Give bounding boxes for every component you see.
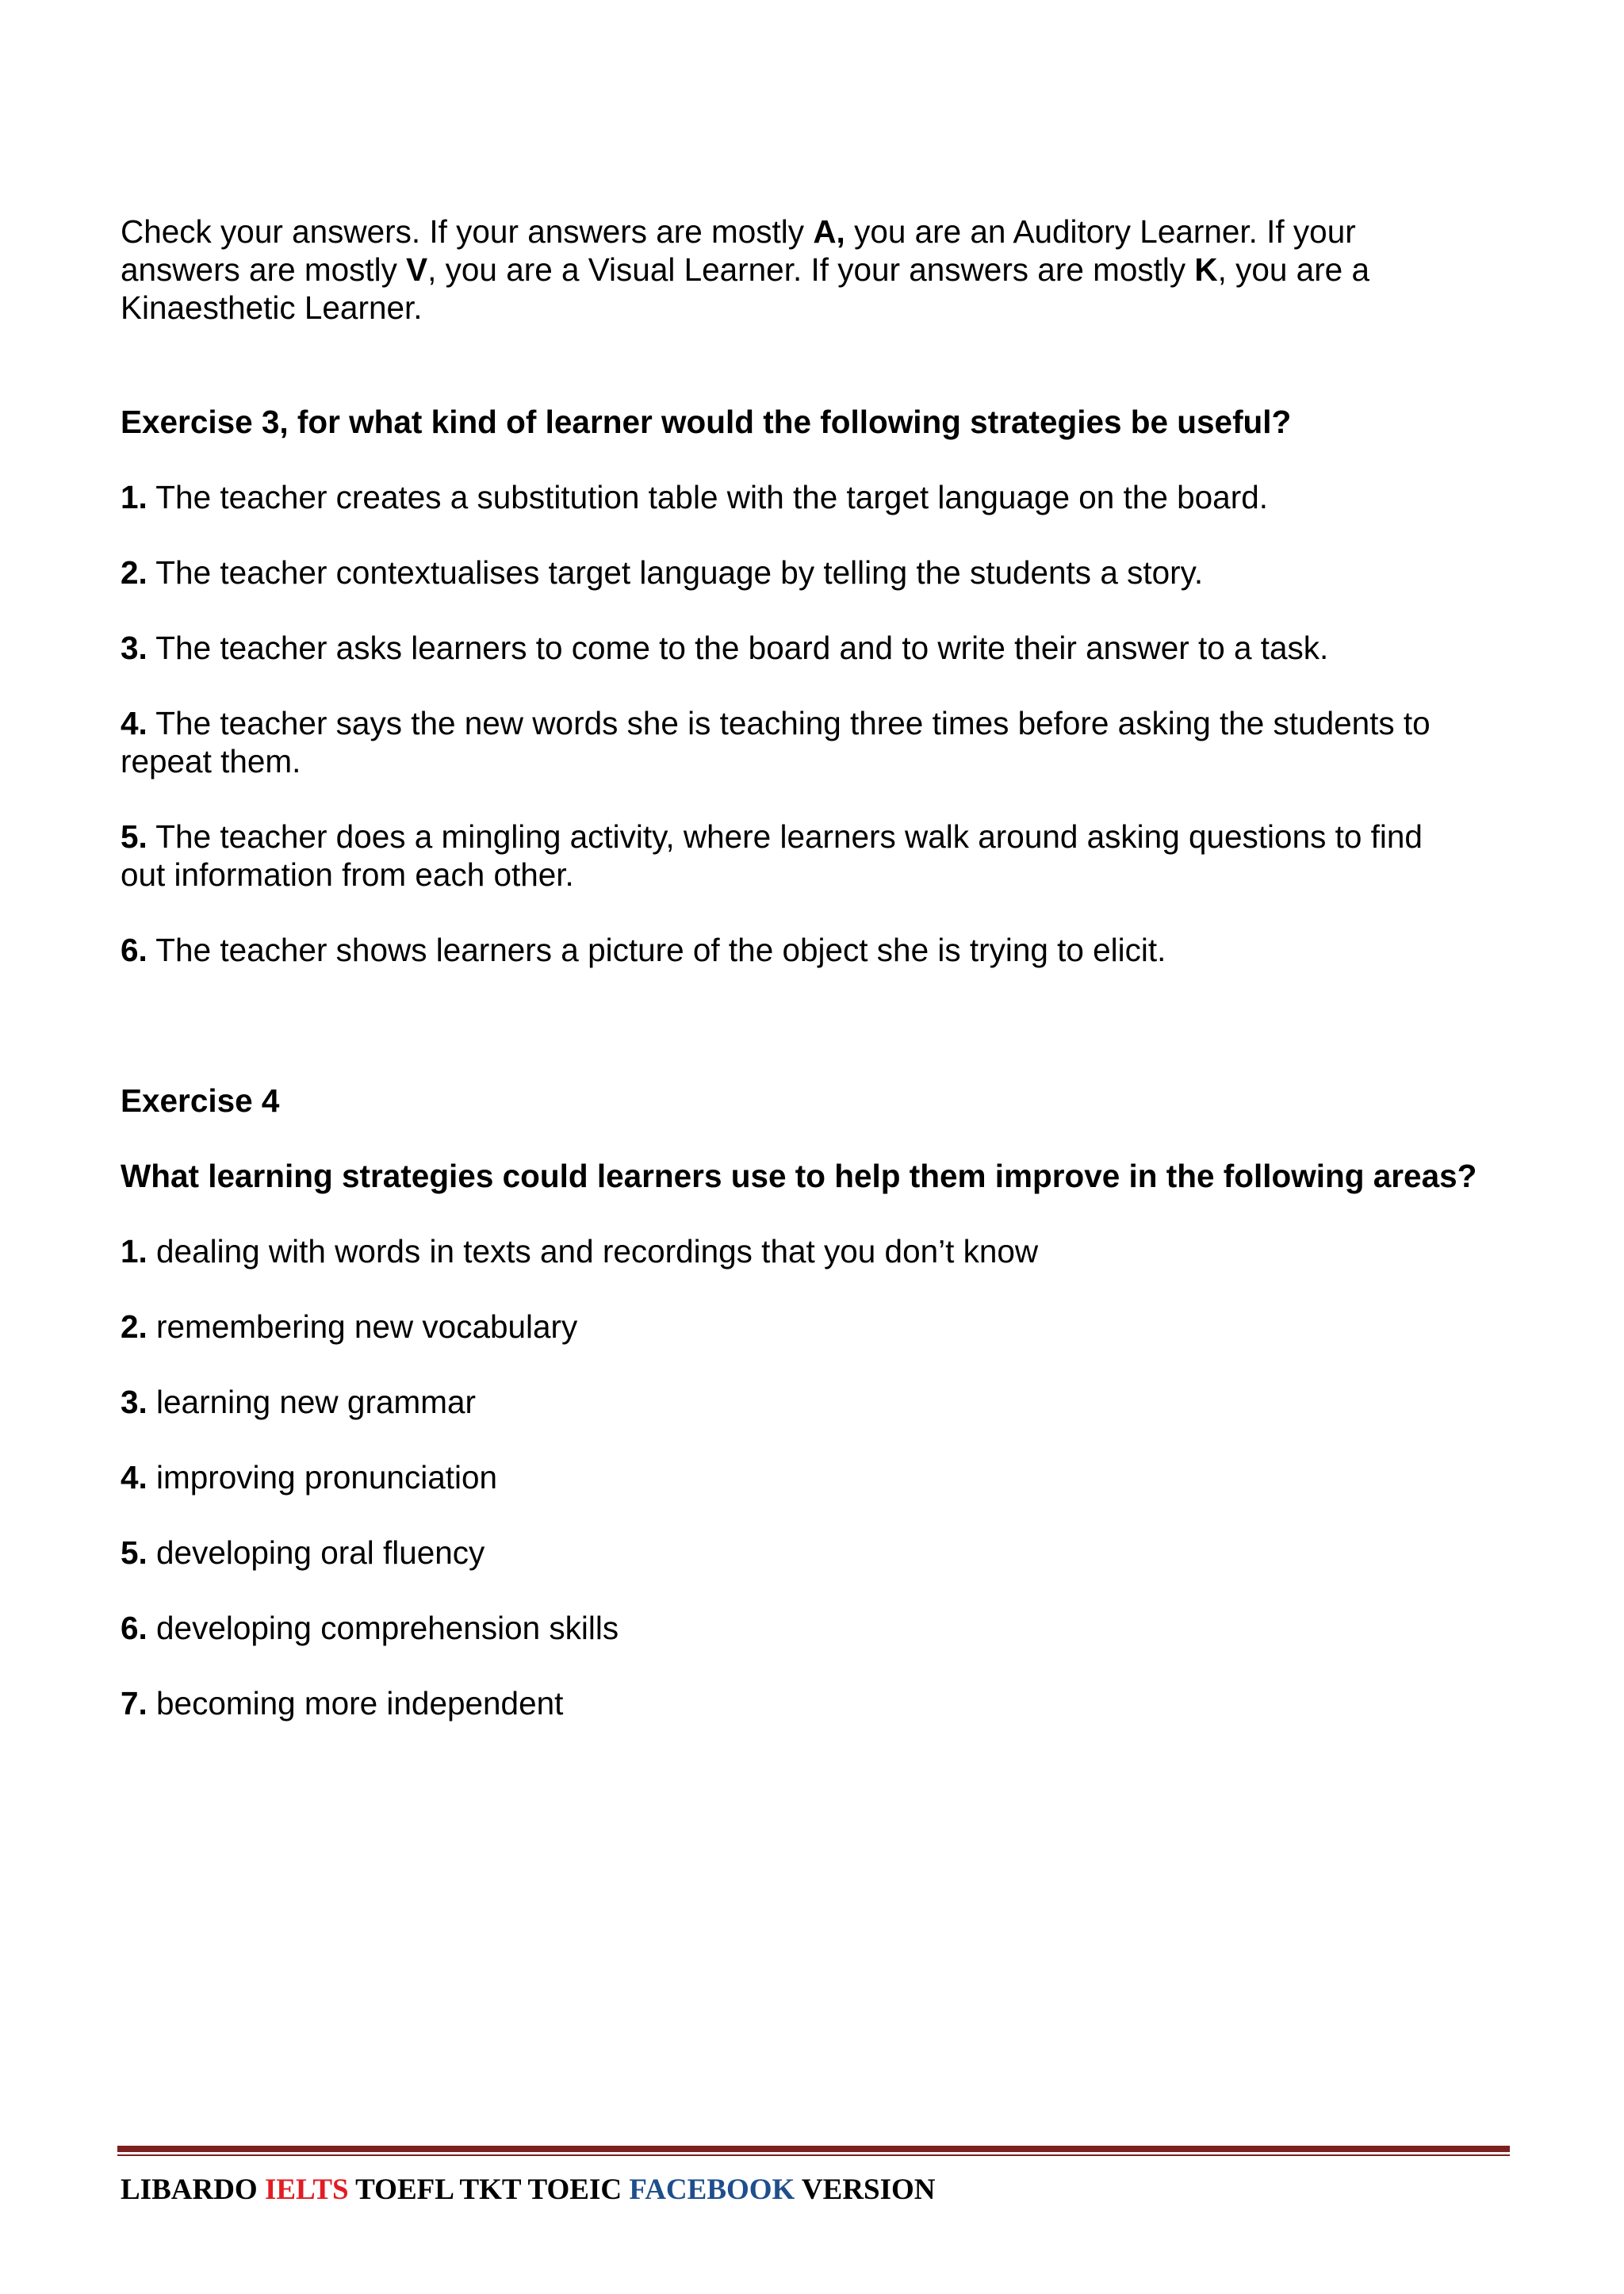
item-number: 6. (121, 932, 147, 968)
item-text: learning new grammar (147, 1384, 476, 1420)
item-text: becoming more independent (147, 1685, 564, 1721)
item-text: The teacher does a mingling activity, where learners walk around asking questions to find (147, 818, 1423, 855)
intro-line-1 (121, 213, 1356, 251)
intro-line-3 (121, 289, 423, 327)
list-item (121, 931, 1166, 969)
item-text: The teacher contextualises target language by telling the students a story. (147, 554, 1204, 591)
list-item (121, 1232, 1038, 1270)
list-item (121, 1383, 476, 1421)
footer-ielts: IELTS (264, 2173, 349, 2206)
list-item (121, 818, 1423, 856)
list-item-continuation: repeat them. (121, 743, 301, 779)
exercise-4-question: What learning strategies could learners use to help them improve in the following areas? (121, 1158, 1477, 1194)
item-number: 4. (121, 1459, 147, 1496)
footer-version: VERSION (795, 2173, 936, 2206)
list-item (121, 629, 1328, 667)
exercise-3-heading: Exercise 3, for what kind of learner would the following strategies be useful? (121, 404, 1292, 440)
item-text: developing oral fluency (147, 1534, 485, 1571)
footer-rule-thick (117, 2146, 1510, 2152)
item-text: dealing with words in texts and recordings that you don’t know (147, 1233, 1039, 1270)
item-number: 3. (121, 1384, 147, 1420)
intro-bold-a: A, (813, 213, 845, 250)
intro-text: Kinaesthetic Learner. (121, 289, 423, 326)
item-number: 4. (121, 705, 147, 741)
footer-author: LIBARDO (121, 2173, 265, 2206)
intro-bold-k: K (1194, 251, 1218, 288)
item-number: 5. (121, 1534, 147, 1571)
intro-text: answers are mostly (121, 251, 407, 288)
item-number: 1. (121, 479, 147, 515)
item-number: 6. (121, 1610, 147, 1646)
item-text: remembering new vocabulary (147, 1308, 578, 1345)
list-item (121, 1458, 497, 1496)
item-text: The teacher shows learners a picture of the object she is trying to elicit. (147, 932, 1166, 968)
footer-exams: TOEFL TKT TOEIC (348, 2173, 630, 2206)
item-text: improving pronunciation (147, 1459, 498, 1496)
item-number: 7. (121, 1685, 147, 1721)
intro-text: you are an Auditory Learner. If your (845, 213, 1356, 250)
item-text: developing comprehension skills (147, 1610, 619, 1646)
item-number: 2. (121, 554, 147, 591)
exercise-4-heading: Exercise 4 (121, 1082, 280, 1119)
item-number: 2. (121, 1308, 147, 1345)
intro-text: Check your answers. If your answers are mostly (121, 213, 814, 250)
list-item (121, 1684, 563, 1722)
footer-text (121, 2173, 936, 2208)
intro-line-2 (121, 251, 1369, 289)
list-item (121, 1534, 485, 1572)
item-text: The teacher asks learners to come to the board and to write their answer to a task. (147, 630, 1329, 666)
list-item (121, 1308, 577, 1346)
intro-bold-v: V (406, 251, 428, 288)
item-number: 3. (121, 630, 147, 666)
list-item (121, 1609, 619, 1647)
list-item (121, 553, 1203, 592)
intro-text: , you are a Visual Learner. If your answers are mostly (427, 251, 1195, 288)
item-text: The teacher creates a substitution table with the target language on the board. (147, 479, 1268, 515)
item-number: 5. (121, 818, 147, 855)
footer-facebook: FACEBOOK (629, 2173, 795, 2206)
list-item (121, 704, 1431, 742)
intro-text: , you are a (1217, 251, 1369, 288)
list-item-continuation: out information from each other. (121, 856, 574, 893)
footer-rule-thin (117, 2154, 1510, 2156)
item-number: 1. (121, 1233, 147, 1270)
item-text: The teacher says the new words she is teaching three times before asking the students to (147, 705, 1431, 741)
list-item (121, 478, 1268, 516)
